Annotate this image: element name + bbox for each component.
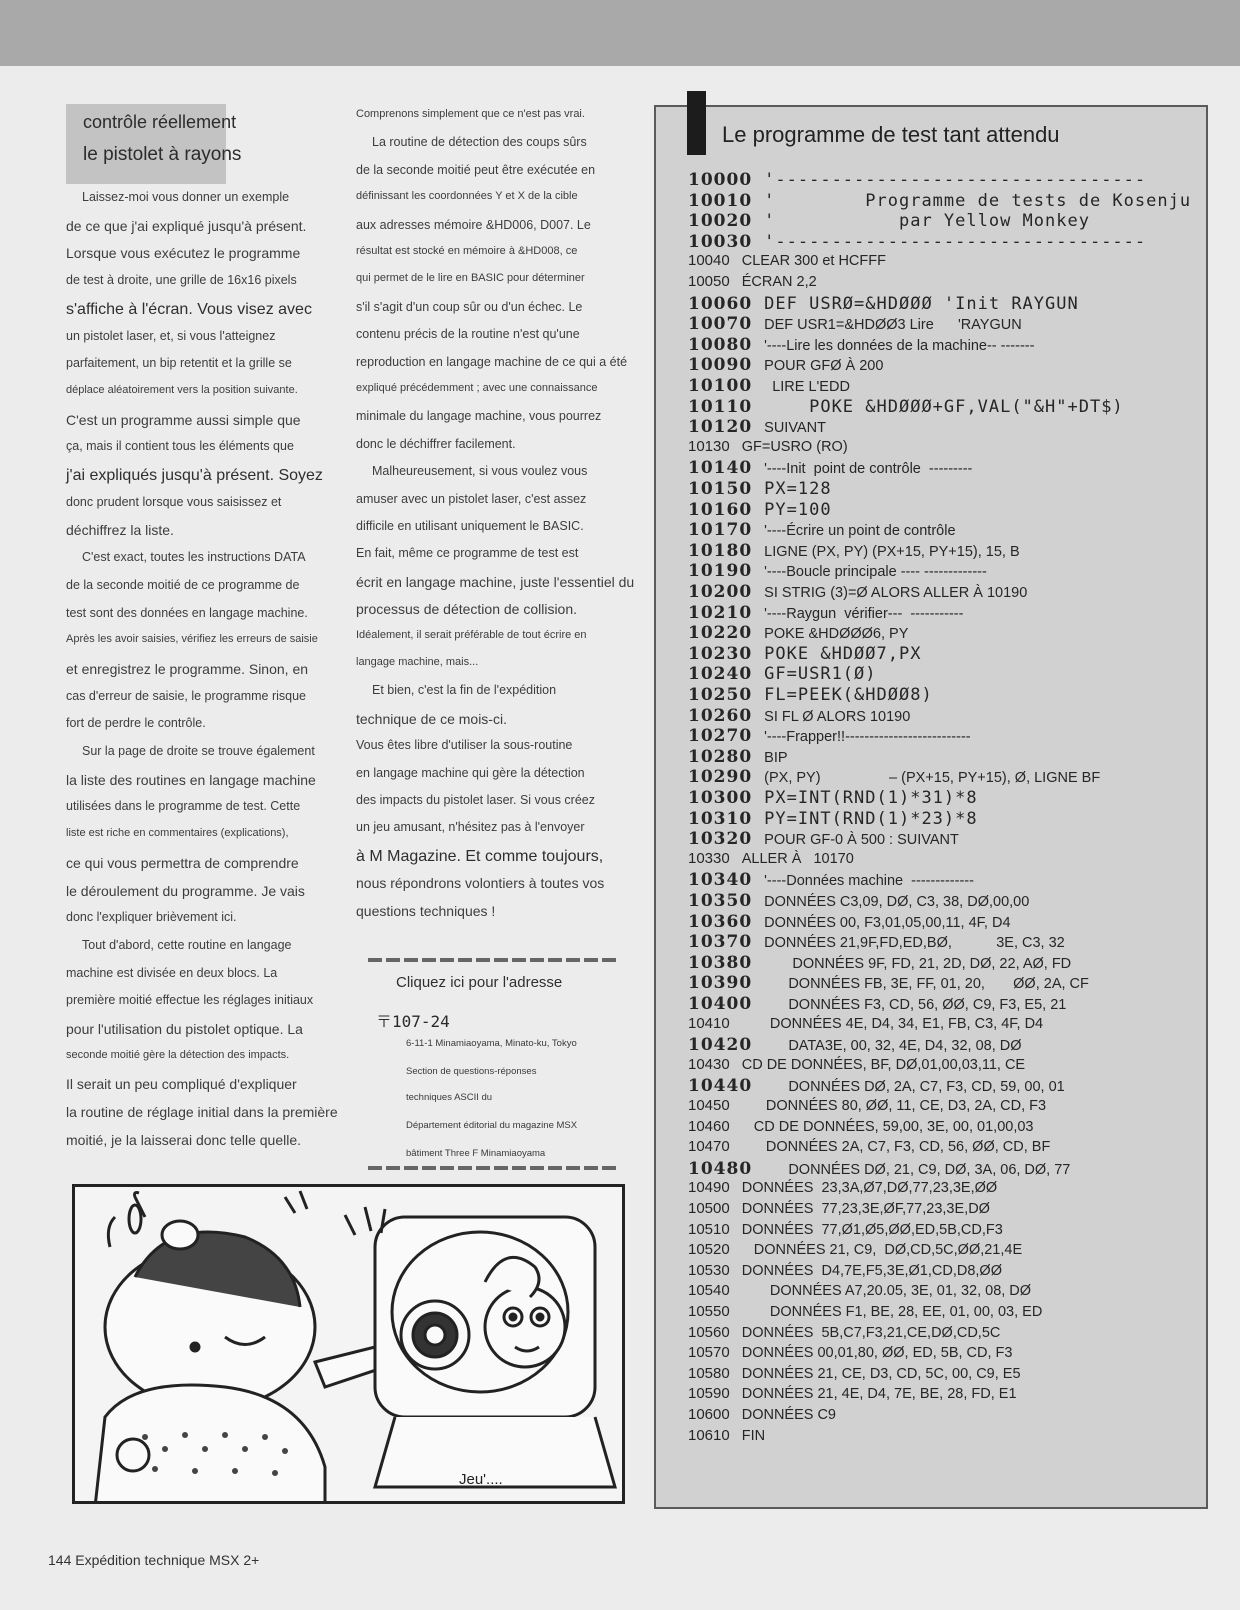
code-line bbox=[688, 726, 971, 746]
code-statement: SUIVANT bbox=[764, 420, 826, 437]
address-divider-bottom bbox=[368, 1166, 618, 1170]
text-line: Sur la page de droite se trouve également bbox=[82, 744, 315, 758]
line-number: 10510 bbox=[688, 1220, 730, 1238]
code-line bbox=[688, 850, 854, 868]
code-statement: ÉCRAN 2,2 bbox=[741, 274, 817, 290]
text-line: et enregistrez le programme. Sinon, en bbox=[66, 660, 309, 677]
code-line bbox=[688, 1262, 1002, 1280]
text-line: s'affiche à l'écran. Vous visez avec bbox=[66, 300, 312, 318]
code-line bbox=[688, 1138, 1050, 1156]
code-statement: DONNÉES 80, ØØ, 11, CE, D3, 2A, CD, F3 bbox=[741, 1098, 1047, 1114]
line-number: 10550 bbox=[688, 1303, 730, 1320]
text-line: définissant les coordonnées Y et X de la cible bbox=[356, 190, 578, 203]
heading-line-1: contrôle réellement bbox=[83, 112, 237, 132]
code-statement: DONNÉES C9 bbox=[741, 1407, 836, 1423]
line-number: 10540 bbox=[688, 1282, 730, 1300]
line-number: 10100 bbox=[688, 376, 753, 396]
text-line: Il serait un peu compliqué d'expliquer bbox=[66, 1076, 297, 1093]
code-statement: GF=USRO (RO) bbox=[741, 438, 848, 455]
text-line: test sont des données en langage machine. bbox=[66, 605, 308, 620]
line-number: 10280 bbox=[688, 746, 753, 767]
code-line bbox=[688, 541, 1020, 561]
address-line: Département éditorial du magazine MSX bbox=[406, 1120, 578, 1131]
code-line bbox=[688, 994, 1066, 1014]
code-line bbox=[688, 170, 1146, 190]
line-number: 10490 bbox=[688, 1179, 730, 1197]
code-statement: '----Frapper!!-------------------------- bbox=[764, 729, 971, 746]
code-line bbox=[688, 355, 883, 375]
code-statement: CD DE DONNÉES, BF, DØ,01,00,03,11, CE bbox=[741, 1056, 1026, 1073]
text-line: ce qui vous permettra de comprendre bbox=[66, 854, 299, 871]
line-number: 10600 bbox=[688, 1406, 730, 1423]
text-line: déplace aléatoirement vers la position suivante. bbox=[66, 383, 298, 396]
code-statement: '----Lire les données de la machine-- ------- bbox=[764, 337, 1035, 354]
line-number: 10340 bbox=[688, 870, 753, 891]
code-line bbox=[688, 232, 1146, 252]
code-line bbox=[688, 191, 1191, 211]
line-number: 10010 bbox=[688, 190, 753, 211]
code-line bbox=[688, 912, 1011, 932]
code-line bbox=[688, 1406, 836, 1424]
code-line bbox=[688, 561, 987, 581]
code-statement: POKE &HDØØØ+GF,VAL("&H"+DT$) bbox=[764, 396, 1124, 417]
text-line: expliqué précédemment ; avec une connaissance bbox=[356, 382, 598, 394]
postal-code: 〒107-24 bbox=[376, 1012, 450, 1031]
line-number: 10270 bbox=[688, 726, 753, 747]
line-number: 10120 bbox=[688, 417, 753, 438]
code-line bbox=[688, 1365, 1021, 1383]
code-line bbox=[688, 1385, 1017, 1403]
line-number: 10330 bbox=[688, 849, 730, 867]
line-number: 10040 bbox=[688, 252, 730, 270]
text-line: machine est divisée en deux blocs. La bbox=[66, 965, 278, 980]
text-line: Laissez-moi vous donner un exemple bbox=[82, 190, 290, 204]
code-statement: PX=INT(RND(1)*31)*8 bbox=[764, 788, 978, 808]
code-line bbox=[688, 1241, 1022, 1259]
line-number: 10260 bbox=[688, 705, 753, 726]
line-number: 10070 bbox=[688, 314, 753, 335]
code-statement: SI STRIG (3)=Ø ALORS ALLER À 10190 bbox=[764, 585, 1028, 601]
code-statement: DONNÉES F3, CD, 56, ØØ, C9, F3, E5, 21 bbox=[764, 997, 1067, 1013]
code-line bbox=[688, 376, 850, 396]
page-footer: 144 Expédition technique MSX 2+ bbox=[48, 1552, 260, 1568]
code-line bbox=[688, 397, 1124, 417]
text-line: Après les avoir saisies, vérifiez les erreurs de saisie bbox=[66, 633, 318, 646]
text-line: en langage machine qui gère la détection bbox=[356, 765, 585, 780]
code-statement: DONNÉES 00, F3,01,05,00,11, 4F, D4 bbox=[764, 914, 1011, 931]
text-line: de test à droite, une grille de 16x16 pixels bbox=[66, 273, 297, 288]
text-line: questions techniques ! bbox=[356, 902, 496, 919]
line-number: 10300 bbox=[688, 788, 753, 808]
text-line: de ce que j'ai expliqué jusqu'à présent. bbox=[66, 217, 307, 234]
address-line: techniques ASCII du bbox=[406, 1092, 493, 1103]
top-scan-band bbox=[0, 0, 1240, 66]
text-line: Et bien, c'est la fin de l'expédition bbox=[372, 683, 557, 698]
line-number: 10110 bbox=[688, 396, 753, 417]
text-line: amuser avec un pistolet laser, c'est assez bbox=[356, 491, 587, 506]
text-line: Lorsque vous exécutez le programme bbox=[66, 245, 301, 262]
code-line bbox=[688, 1035, 1022, 1055]
line-number: 10410 bbox=[688, 1014, 730, 1032]
text-line: utilisées dans le programme de test. Cette bbox=[66, 799, 301, 814]
listing-title: Le programme de test tant attendu bbox=[722, 122, 1060, 147]
code-line bbox=[688, 1015, 1043, 1033]
text-line: un pistolet laser, et, si vous l'atteignez bbox=[66, 328, 276, 343]
code-line bbox=[688, 644, 921, 664]
text-line: La routine de détection des coups sûrs bbox=[372, 135, 587, 150]
listing-tab-marker bbox=[687, 91, 706, 155]
line-number: 10450 bbox=[688, 1097, 730, 1114]
text-line: un jeu amusant, n'hésitez pas à l'envoyer bbox=[356, 820, 585, 835]
comic-panel bbox=[72, 1184, 625, 1504]
text-line: à M Magazine. Et comme toujours, bbox=[356, 847, 604, 865]
code-line bbox=[688, 273, 817, 291]
code-statement: DONNÉES A7,20.05, 3E, 01, 32, 08, DØ bbox=[741, 1283, 1032, 1300]
code-statement: ALLER À 10170 bbox=[741, 850, 854, 867]
text-line: moitié, je la laisserai donc telle quelle. bbox=[66, 1131, 302, 1148]
code-statement: (PX, PY) – (PX+15, PY+15), Ø, LIGNE BF bbox=[764, 770, 1101, 787]
line-number: 10360 bbox=[688, 911, 753, 932]
line-number: 10590 bbox=[688, 1385, 730, 1403]
code-statement: FIN bbox=[741, 1427, 766, 1444]
line-number: 10190 bbox=[688, 561, 753, 582]
line-number: 10140 bbox=[688, 458, 753, 479]
line-number: 10470 bbox=[688, 1138, 730, 1156]
text-line: C'est exact, toutes les instructions DATA bbox=[82, 550, 306, 565]
text-line: fort de perdre le contrôle. bbox=[66, 716, 206, 731]
text-line: pour l'utilisation du pistolet optique. La bbox=[66, 1021, 303, 1037]
code-line bbox=[688, 1179, 997, 1197]
code-statement: DONNÉES 00,01,80, ØØ, ED, 5B, CD, F3 bbox=[741, 1345, 1013, 1362]
code-line bbox=[688, 500, 832, 520]
line-number: 10440 bbox=[688, 1076, 753, 1097]
line-number: 10160 bbox=[688, 499, 753, 520]
code-line bbox=[688, 1118, 1033, 1136]
text-line: cas d'erreur de saisie, le programme risque bbox=[66, 688, 306, 703]
code-line bbox=[688, 438, 848, 456]
text-line: j'ai expliqués jusqu'à présent. Soyez bbox=[66, 467, 323, 484]
address-divider-top bbox=[368, 958, 618, 962]
code-line bbox=[688, 623, 908, 643]
text-line: C'est un programme aussi simple que bbox=[66, 411, 301, 428]
code-statement: LIGNE (PX, PY) (PX+15, PY+15), 15, B bbox=[764, 543, 1020, 560]
code-statement: POUR GF-0 À 500 : SUIVANT bbox=[764, 832, 959, 849]
line-number: 10570 bbox=[688, 1344, 730, 1362]
line-number: 10080 bbox=[688, 334, 753, 355]
code-line bbox=[688, 685, 933, 705]
line-number: 10200 bbox=[688, 582, 753, 602]
text-line: minimale du langage machine, vous pourrez bbox=[356, 409, 602, 424]
text-line: des impacts du pistolet laser. Si vous créez bbox=[356, 793, 596, 807]
text-line: langage machine, mais... bbox=[356, 656, 479, 668]
line-number: 10460 bbox=[688, 1117, 730, 1135]
line-number: 10170 bbox=[688, 520, 753, 541]
text-line: Tout d'abord, cette routine en langage bbox=[82, 937, 292, 952]
text-line: Comprenons simplement que ce n'est pas vrai. bbox=[356, 108, 585, 120]
code-line bbox=[688, 211, 1090, 231]
text-line: technique de ce mois-ci. bbox=[356, 710, 507, 727]
code-statement: '----Écrire un point de contrôle bbox=[764, 523, 956, 540]
code-statement: DONNÉES 21,9F,FD,ED,BØ, 3E, C3, 32 bbox=[764, 935, 1065, 952]
line-number: 10240 bbox=[688, 664, 753, 685]
code-statement: POKE &HDØØ7,PX bbox=[764, 643, 922, 664]
line-number: 10350 bbox=[688, 891, 753, 911]
code-statement: DONNÉES 9F, FD, 21, 2D, DØ, 22, AØ, FD bbox=[764, 955, 1072, 972]
line-number: 10530 bbox=[688, 1261, 730, 1279]
line-number: 10370 bbox=[688, 932, 753, 953]
text-line: écrit en langage machine, juste l'essentiel du bbox=[356, 573, 635, 590]
code-statement: '--------------------------------- bbox=[764, 170, 1147, 190]
line-number: 10430 bbox=[688, 1055, 730, 1073]
line-number: 10050 bbox=[688, 273, 730, 290]
text-line: déchiffrez la liste. bbox=[66, 522, 174, 539]
text-line: liste est riche en commentaires (explications), bbox=[66, 827, 289, 840]
text-line: difficile en utilisant uniquement le BASIC. bbox=[356, 519, 584, 533]
code-line bbox=[688, 809, 978, 829]
code-statement: DONNÉES 77,23,3E,ØF,77,23,3E,DØ bbox=[741, 1201, 990, 1217]
code-line bbox=[688, 788, 978, 808]
text-line: le déroulement du programme. Je vais bbox=[66, 882, 305, 899]
text-line: seconde moitié gère la détection des impacts. bbox=[66, 1048, 290, 1061]
code-line bbox=[688, 706, 910, 726]
line-number: 10500 bbox=[688, 1200, 730, 1217]
text-line: En fait, même ce programme de test est bbox=[356, 546, 579, 561]
address-title: Cliquez ici pour l'adresse bbox=[396, 974, 563, 991]
code-line bbox=[688, 1221, 1003, 1239]
code-statement: '----Raygun vérifier--- ----------- bbox=[764, 605, 964, 622]
code-statement: ' Programme de tests de Kosenju bbox=[764, 190, 1192, 211]
code-statement: SI FL Ø ALORS 10190 bbox=[764, 708, 911, 725]
line-number: 10420 bbox=[688, 1035, 753, 1056]
line-number: 10250 bbox=[688, 685, 753, 705]
code-statement: GF=USR1(Ø) bbox=[764, 664, 877, 685]
code-statement: PY=100 bbox=[764, 499, 832, 520]
code-statement: DONNÉES F1, BE, 28, EE, 01, 00, 03, ED bbox=[741, 1304, 1043, 1320]
code-statement: DONNÉES 4E, D4, 34, E1, FB, C3, 4F, D4 bbox=[741, 1015, 1044, 1032]
line-number: 10390 bbox=[688, 973, 753, 994]
code-line bbox=[688, 314, 1022, 334]
code-statement: PX=128 bbox=[764, 479, 832, 499]
code-line bbox=[688, 252, 886, 270]
code-statement: CD DE DONNÉES, 59,00, 3E, 00, 01,00,03 bbox=[741, 1118, 1034, 1135]
heading-line-2: le pistolet à rayons bbox=[83, 144, 242, 165]
code-line bbox=[688, 417, 826, 437]
line-number: 10400 bbox=[688, 994, 753, 1014]
code-line bbox=[688, 1200, 990, 1218]
section-heading bbox=[66, 104, 336, 184]
text-line: processus de détection de collision. bbox=[356, 601, 578, 618]
code-line bbox=[688, 1427, 765, 1445]
code-statement: '----Données machine ------------- bbox=[764, 873, 974, 890]
code-line bbox=[688, 664, 877, 684]
code-statement: POUR GFØ À 200 bbox=[764, 358, 884, 375]
code-line bbox=[688, 1344, 1012, 1362]
code-statement: FL=PEEK(&HDØØ8) bbox=[764, 685, 933, 705]
line-number: 10060 bbox=[688, 293, 753, 314]
address-line: 6-11-1 Minamiaoyama, Minato-ku, Tokyo bbox=[406, 1038, 577, 1049]
text-line: qui permet de le lire en BASIC pour déterminer bbox=[356, 272, 585, 285]
code-line bbox=[688, 603, 963, 623]
text-line: aux adresses mémoire &HD006, D007. Le bbox=[356, 217, 591, 232]
code-statement: DONNÉES D4,7E,F5,3E,Ø1,CD,D8,ØØ bbox=[741, 1262, 1002, 1279]
line-number: 10610 bbox=[688, 1426, 730, 1444]
code-line bbox=[688, 1303, 1042, 1321]
text-line: reproduction en langage machine de ce qui a été bbox=[356, 354, 628, 369]
text-line: la liste des routines en langage machine bbox=[66, 771, 316, 788]
line-number: 10520 bbox=[688, 1241, 730, 1259]
code-line bbox=[688, 479, 832, 499]
code-statement: DONNÉES 5B,C7,F3,21,CE,DØ,CD,5C bbox=[741, 1324, 1001, 1341]
text-line: nous répondrons volontiers à toutes vos bbox=[356, 875, 605, 892]
line-number: 10030 bbox=[688, 231, 753, 252]
line-number: 10560 bbox=[688, 1323, 730, 1341]
line-number: 10220 bbox=[688, 623, 753, 644]
code-statement: DONNÉES 21, C9, DØ,CD,5C,ØØ,21,4E bbox=[741, 1242, 1023, 1259]
text-line: ça, mais il contient tous les éléments que bbox=[66, 439, 294, 454]
line-number: 10130 bbox=[688, 437, 730, 455]
code-statement: DONNÉES FB, 3E, FF, 01, 20, ØØ, 2A, CF bbox=[764, 976, 1089, 993]
code-line bbox=[688, 520, 956, 540]
code-statement: PY=INT(RND(1)*23)*8 bbox=[764, 808, 978, 829]
code-line bbox=[688, 973, 1089, 993]
text-line: contenu précis de la routine n'est qu'une bbox=[356, 327, 580, 342]
code-line bbox=[688, 1097, 1046, 1115]
code-statement: DEF USRØ=&HDØØØ 'Init RAYGUN bbox=[764, 293, 1079, 314]
code-line bbox=[688, 767, 1100, 787]
code-statement: BIP bbox=[764, 749, 788, 766]
code-statement: POKE &HDØØØ6, PY bbox=[764, 626, 909, 643]
code-statement: '----Boucle principale ---- ------------- bbox=[764, 564, 987, 581]
code-statement: DATA3E, 00, 32, 4E, D4, 32, 08, DØ bbox=[764, 1038, 1022, 1055]
code-line bbox=[688, 1056, 1025, 1074]
comic-illustration bbox=[75, 1187, 622, 1501]
code-line bbox=[688, 1159, 1070, 1179]
code-line bbox=[688, 870, 974, 890]
line-number: 10320 bbox=[688, 829, 753, 850]
code-statement: CLEAR 300 et HCFFF bbox=[741, 253, 886, 270]
code-statement: DONNÉES DØ, 21, C9, DØ, 3A, 06, DØ, 77 bbox=[764, 1161, 1071, 1178]
line-number: 10180 bbox=[688, 540, 753, 561]
line-number: 10380 bbox=[688, 952, 753, 973]
code-statement: DONNÉES 21, CE, D3, CD, 5C, 00, C9, E5 bbox=[741, 1365, 1021, 1382]
line-number: 10230 bbox=[688, 643, 753, 664]
text-line: Idéalement, il serait préférable de tout écrire en bbox=[356, 628, 587, 641]
code-statement: '----Init point de contrôle --------- bbox=[764, 461, 973, 478]
line-number: 10480 bbox=[688, 1158, 753, 1179]
line-number: 10290 bbox=[688, 767, 753, 788]
code-line bbox=[688, 1324, 1000, 1342]
text-line: première moitié effectue les réglages initiaux bbox=[66, 993, 314, 1008]
code-statement: DONNÉES C3,09, DØ, C3, 38, DØ,00,00 bbox=[764, 894, 1030, 910]
text-line: donc l'expliquer brièvement ici. bbox=[66, 910, 237, 925]
text-line: de la seconde moitié peut être exécutée en bbox=[356, 162, 596, 177]
code-line bbox=[688, 1076, 1065, 1096]
code-statement: LIRE L'EDD bbox=[764, 379, 850, 395]
code-statement: DONNÉES DØ, 2A, C7, F3, CD, 59, 00, 01 bbox=[764, 1079, 1065, 1096]
text-line: donc le déchiffrer facilement. bbox=[356, 436, 516, 451]
text-line: s'il s'agit d'un coup sûr ou d'un échec. Le bbox=[356, 299, 583, 314]
code-line bbox=[688, 891, 1029, 911]
code-line bbox=[688, 335, 1034, 355]
code-line bbox=[688, 953, 1071, 973]
code-statement: DONNÉES 2A, C7, F3, CD, 56, ØØ, CD, BF bbox=[741, 1139, 1051, 1156]
code-statement: DEF USR1=&HDØØ3 Lire 'RAYGUN bbox=[764, 317, 1022, 334]
line-number: 10090 bbox=[688, 355, 753, 376]
code-statement: '--------------------------------- bbox=[764, 231, 1147, 252]
text-line: résultat est stocké en mémoire à &HD008, ce bbox=[356, 245, 578, 257]
text-line: Malheureusement, si vous voulez vous bbox=[372, 464, 588, 479]
line-number: 10000 bbox=[688, 170, 753, 190]
text-line: Vous êtes libre d'utiliser la sous-routine bbox=[356, 738, 573, 753]
comic-caption: Jeu'.... bbox=[459, 1471, 503, 1488]
line-number: 10020 bbox=[688, 211, 753, 232]
line-number: 10580 bbox=[688, 1364, 730, 1382]
code-statement: DONNÉES 77,Ø1,Ø5,ØØ,ED,5B,CD,F3 bbox=[741, 1221, 1003, 1238]
line-number: 10210 bbox=[688, 602, 753, 623]
code-statement: ' par Yellow Monkey bbox=[764, 211, 1090, 232]
code-line bbox=[688, 1282, 1031, 1300]
text-line: parfaitement, un bip retentit et la grille se bbox=[66, 356, 292, 371]
line-number: 10150 bbox=[688, 479, 753, 499]
text-line: de la seconde moitié de ce programme de bbox=[66, 577, 300, 592]
code-line bbox=[688, 458, 972, 478]
code-statement: DONNÉES 23,3A,Ø7,DØ,77,23,3E,ØØ bbox=[741, 1180, 998, 1197]
code-line bbox=[688, 747, 788, 767]
code-line bbox=[688, 294, 1079, 314]
address-line: bâtiment Three F Minamiaoyama bbox=[406, 1148, 546, 1159]
text-line: la routine de réglage initial dans la première bbox=[66, 1104, 338, 1121]
code-statement: DONNÉES 21, 4E, D4, 7E, BE, 28, FD, E1 bbox=[741, 1386, 1017, 1403]
text-line: donc prudent lorsque vous saisissez et bbox=[66, 494, 282, 509]
address-line: Section de questions-réponses bbox=[406, 1066, 537, 1077]
code-line bbox=[688, 582, 1027, 602]
line-number: 10310 bbox=[688, 808, 753, 829]
code-line bbox=[688, 829, 959, 849]
code-line bbox=[688, 932, 1065, 952]
